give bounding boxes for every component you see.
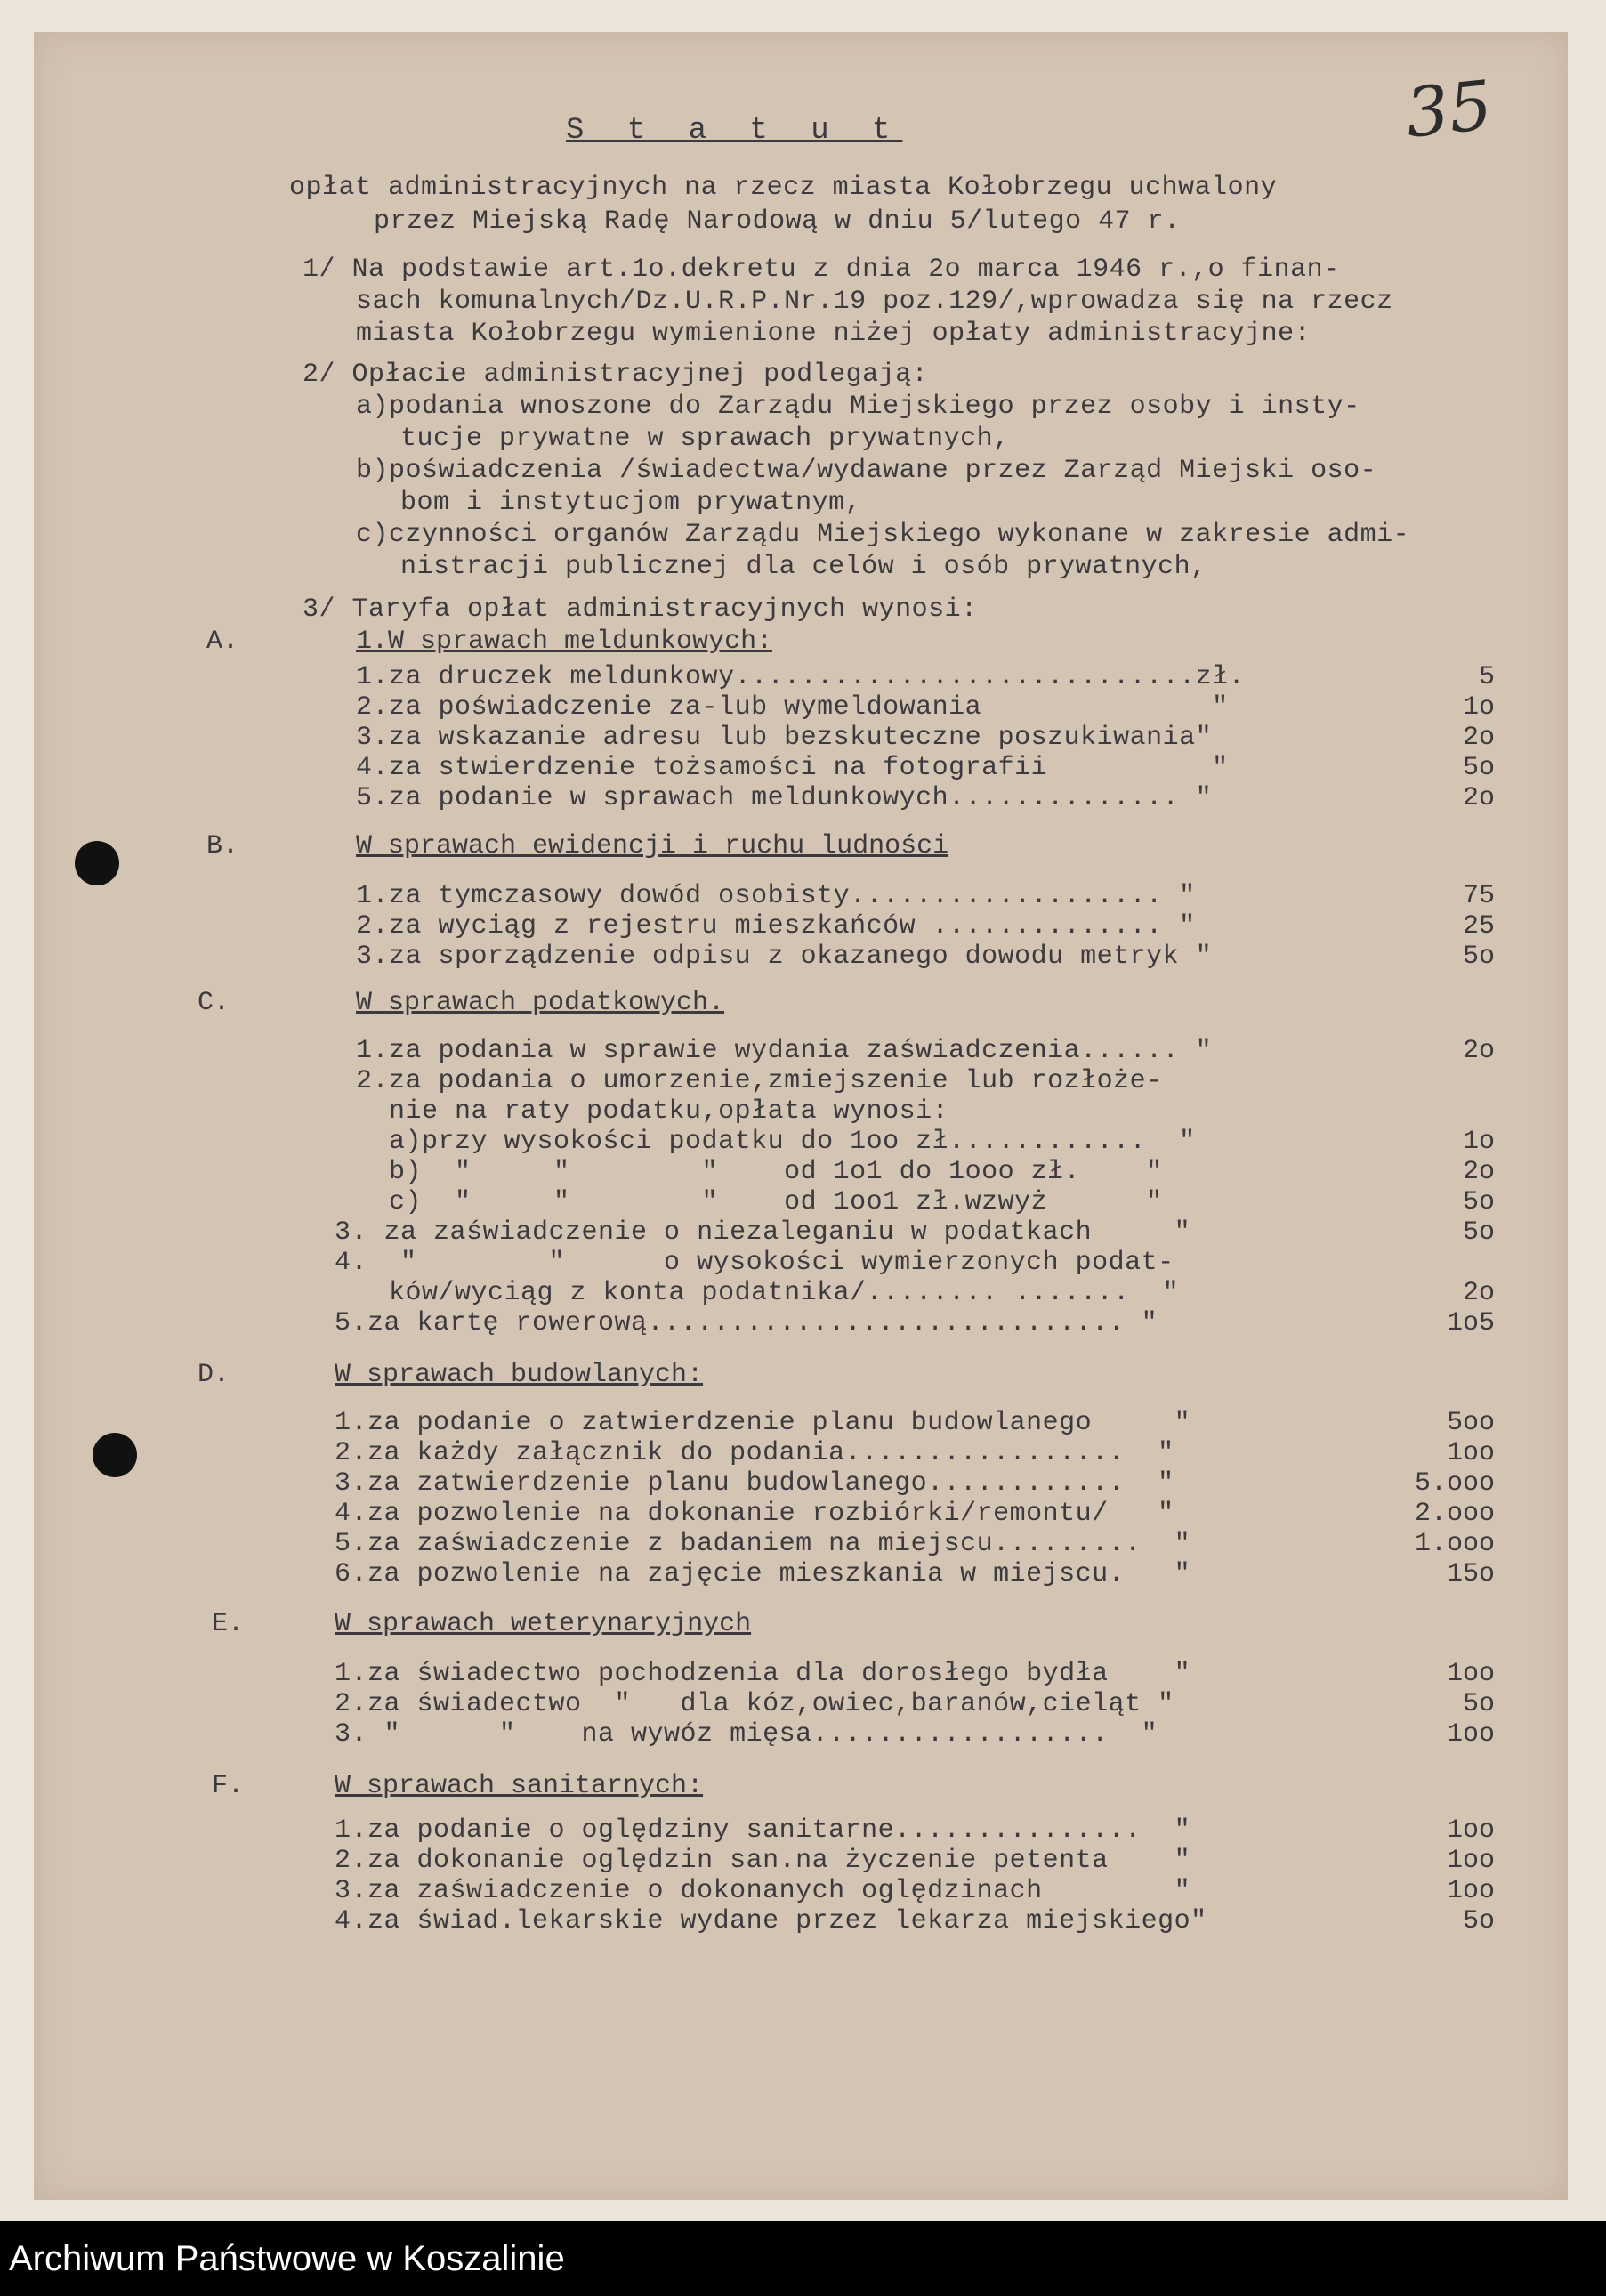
- section-letter: D.: [198, 1360, 230, 1390]
- handwritten-page-number: 35: [1401, 65, 1497, 153]
- table-row: 3.za wskazanie adresu lub bezskuteczne poszukiwania": [356, 723, 1213, 753]
- table-row: 1.za podania w sprawie wydania zaświadczenia...... ": [356, 1036, 1213, 1066]
- fee-value: 1o: [1462, 692, 1495, 723]
- section-letter: A.: [206, 627, 239, 657]
- table-row: 1.za świadectwo pochodzenia dla dorosłego bydła ": [335, 1659, 1191, 1689]
- para1-line-1: 1/ Na podstawie art.1o.dekretu z dnia 2o marca 1946 r.,o finan-: [303, 255, 1340, 285]
- fee-value: 5: [1478, 662, 1495, 692]
- table-row: 2.za wyciąg z rejestru mieszkańców .............. ": [356, 911, 1196, 942]
- fee-value: 1oo: [1446, 1659, 1495, 1689]
- fee-value: 2o: [1462, 783, 1495, 813]
- table-row: 2.za podania o umorzenie,zmiejszenie lub rozłoże-: [356, 1066, 1163, 1096]
- table-row: 5.za podanie w sprawach meldunkowych.............. ": [356, 783, 1213, 813]
- fee-value: 2o: [1462, 1157, 1495, 1187]
- table-row: 1.za druczek meldunkowy............................zł.: [356, 662, 1246, 692]
- punch-hole: [93, 1433, 137, 1477]
- section-heading: W sprawach ewidencji i ruchu ludności: [356, 831, 949, 861]
- table-row: 2.za dokonanie oględzin san.na życzenie petenta ": [335, 1846, 1191, 1876]
- para2-line-5: bom i instytucjom prywatnym,: [400, 488, 862, 518]
- fee-value: 5o: [1462, 1906, 1495, 1936]
- table-row: 3.za zaświadczenie o dokonanych oględzinach ": [335, 1876, 1191, 1906]
- table-row: 2.za świadectwo " dla kóz,owiec,baranów,cieląt ": [335, 1689, 1174, 1719]
- table-row: 4. " " o wysokości wymierzonych podat-: [335, 1248, 1174, 1278]
- para3-intro: 3/ Taryfa opłat administracyjnych wynosi:: [303, 594, 978, 625]
- fee-value: 5oo: [1446, 1408, 1495, 1438]
- table-row: 1.za tymczasowy dowód osobisty................... ": [356, 881, 1196, 911]
- section-heading: W sprawach sanitarnych:: [335, 1771, 704, 1801]
- subtitle-line-1: opłat administracyjnych na rzecz miasta Kołobrzegu uchwalony: [289, 173, 1278, 203]
- section-heading: W sprawach podatkowych.: [356, 988, 725, 1018]
- fee-value: 5o: [1462, 1689, 1495, 1719]
- table-row: 4.za świad.lekarskie wydane przez lekarza miejskiego": [335, 1906, 1207, 1936]
- document-title: S t a t u t: [566, 114, 903, 148]
- fee-value: 1oo: [1446, 1719, 1495, 1750]
- para2-line-3: tucje prywatne w sprawach prywatnych,: [400, 424, 1010, 454]
- fee-value: 2.ooo: [1414, 1499, 1495, 1529]
- section-heading: 1.W sprawach meldunkowych:: [356, 627, 773, 657]
- fee-value: 1oo: [1446, 1846, 1495, 1876]
- fee-value: 1.ooo: [1414, 1529, 1495, 1559]
- fee-value: 75: [1462, 881, 1495, 911]
- para2-line-2: a)podania wnoszone do Zarządu Miejskiego przez osoby i insty-: [356, 392, 1360, 422]
- table-row: 5.za zaświadczenie z badaniem na miejscu......... ": [335, 1529, 1191, 1559]
- fee-value: 1o5: [1446, 1308, 1495, 1338]
- section-heading: W sprawach budowlanych:: [335, 1360, 704, 1390]
- para2-line-6: c)czynności organów Zarządu Miejskiego wykonane w zakresie admi-: [356, 520, 1410, 550]
- table-row: 2.za poświadczenie za-lub wymeldowania ": [356, 692, 1229, 723]
- subtitle-line-2: przez Miejską Radę Narodową w dniu 5/lutego 47 r.: [374, 206, 1181, 237]
- archive-footer-label: Archiwum Państwowe w Koszalinie: [0, 2221, 1606, 2296]
- fee-value: 25: [1462, 911, 1495, 942]
- table-row: 1.za podanie o zatwierdzenie planu budowlanego ": [335, 1408, 1191, 1438]
- fee-value: 15o: [1446, 1559, 1495, 1589]
- para2-line-7: nistracji publicznej dla celów i osób prywatnych,: [400, 552, 1207, 582]
- section-letter: E.: [212, 1609, 245, 1639]
- section-heading: W sprawach weterynaryjnych: [335, 1609, 752, 1639]
- fee-value: 5o: [1462, 1217, 1495, 1248]
- fee-value: 5o: [1462, 1187, 1495, 1217]
- section-letter: F.: [212, 1771, 245, 1801]
- fee-value: 5o: [1462, 942, 1495, 972]
- fee-value: 1oo: [1446, 1438, 1495, 1468]
- table-row: 1.za podanie o oględziny sanitarne............... ": [335, 1815, 1191, 1846]
- table-row: 3. " " na wywóz mięsa.................. ": [335, 1719, 1158, 1750]
- para2-line-1: 2/ Opłacie administracyjnej podlegają:: [303, 360, 929, 390]
- table-row: 3.za zatwierdzenie planu budowlanego............ ": [335, 1468, 1174, 1499]
- fee-value: 5o: [1462, 753, 1495, 783]
- fee-value: 2o: [1462, 1036, 1495, 1066]
- table-row: 4.za stwierdzenie tożsamości na fotografii ": [356, 753, 1229, 783]
- punch-hole: [75, 841, 119, 885]
- fee-value: 2o: [1462, 723, 1495, 753]
- fee-value: 1o: [1462, 1127, 1495, 1157]
- table-row: 4.za pozwolenie na dokonanie rozbiórki/remontu/ ": [335, 1499, 1174, 1529]
- fee-value: 1oo: [1446, 1815, 1495, 1846]
- table-row: b) " " " od 1o1 do 1ooo zł. ": [356, 1157, 1163, 1187]
- table-row: 3.za sporządzenie odpisu z okazanego dowodu metryk ": [356, 942, 1213, 972]
- table-row: 6.za pozwolenie na zajęcie mieszkania w miejscu. ": [335, 1559, 1191, 1589]
- fee-value: 1oo: [1446, 1876, 1495, 1906]
- table-row: 5.za kartę rowerową............................. ": [335, 1308, 1158, 1338]
- para2-line-4: b)poświadczenia /świadectwa/wydawane przez Zarząd Miejski oso-: [356, 456, 1377, 486]
- fee-value: 2o: [1462, 1278, 1495, 1308]
- table-row: c) " " " od 1oo1 zł.wzwyż ": [356, 1187, 1163, 1217]
- para1-line-2: sach komunalnych/Dz.U.R.P.Nr.19 poz.129/,wprowadza się na rzecz: [356, 287, 1393, 317]
- table-row: ków/wyciąg z konta podatnika/........ ....... ": [356, 1278, 1180, 1308]
- table-row: 3. za zaświadczenie o niezaleganiu w podatkach ": [335, 1217, 1191, 1248]
- table-row: 2.za każdy załącznik do podania................. ": [335, 1438, 1174, 1468]
- para1-line-3: miasta Kołobrzegu wymienione niżej opłaty administracyjne:: [356, 319, 1311, 349]
- fee-value: 5.ooo: [1414, 1468, 1495, 1499]
- section-letter: B.: [206, 831, 239, 861]
- section-letter: C.: [198, 988, 230, 1018]
- table-row: nie na raty podatku,opłata wynosi:: [356, 1096, 949, 1127]
- table-row: a)przy wysokości podatku do 1oo zł............ ": [356, 1127, 1196, 1157]
